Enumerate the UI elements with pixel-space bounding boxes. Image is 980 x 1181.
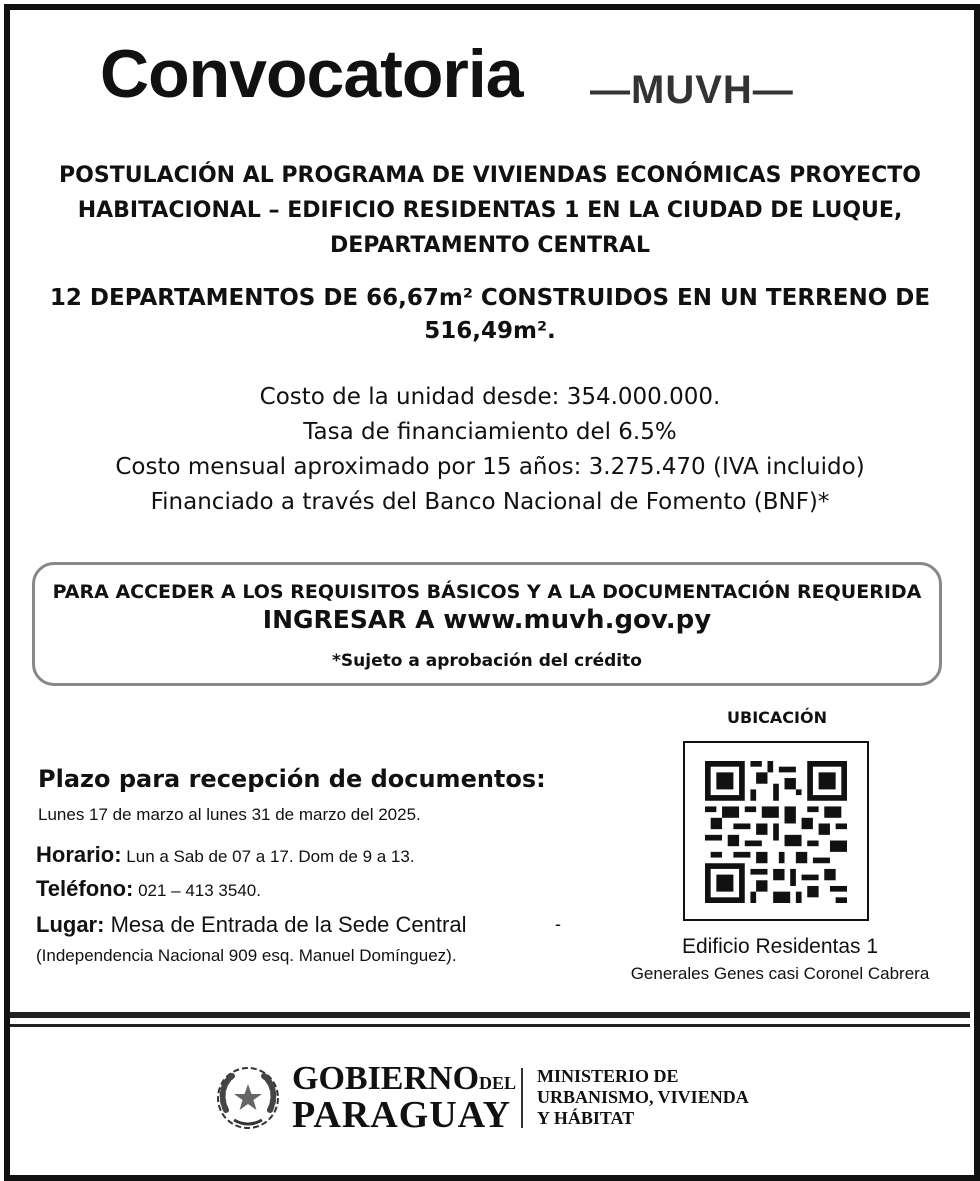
- program-heading-line: HABITACIONAL – EDIFICIO RESIDENTAS 1 EN LA CIUDAD DE LUQUE,: [77, 198, 903, 223]
- requirements-box: [32, 562, 942, 686]
- ministry-name: [537, 1066, 749, 1129]
- deadline-dates: Lunes 17 de marzo al lunes 31 de marzo del 2025.: [38, 805, 421, 824]
- deadline-label: Plazo para recepción de documentos:: [38, 765, 546, 793]
- credit-note: *Sujeto a aprobación del crédito: [332, 651, 642, 671]
- place-address: (Independencia Nacional 909 esq. Manuel Domínguez).: [36, 946, 457, 965]
- ingresar-label: INGRESAR A: [262, 605, 444, 634]
- place-dash: -: [555, 914, 561, 934]
- unit-cost: Costo de la unidad desde: 354.000.000.: [259, 384, 721, 410]
- website-link[interactable]: www.muvh.gov.py: [443, 605, 712, 635]
- ingresar-line: [35, 605, 939, 635]
- monthly-cost: Costo mensual aproximado por 15 años: 3.275.470 (IVA incluido): [115, 454, 865, 480]
- schedule: [36, 842, 415, 868]
- paraguay-wordmark: PARAGUAY: [292, 1094, 512, 1136]
- ministry-line: MINISTERIO DE: [537, 1066, 679, 1086]
- location-qr-code[interactable]: [683, 741, 869, 921]
- units-heading-line: 12 DEPARTAMENTOS DE 66,67m² CONSTRUIDOS EN UN TERRENO DE: [49, 285, 931, 311]
- logo-separator: [521, 1068, 523, 1128]
- phone-label: Teléfono:: [36, 876, 134, 901]
- gobierno-wordmark: [292, 1062, 516, 1096]
- cost-details: [0, 380, 980, 520]
- muvh-tag: —MUVH—: [590, 68, 794, 112]
- place: [36, 912, 466, 938]
- gobierno-text: GOBIERNO: [292, 1060, 480, 1097]
- footer-divider-thin: [10, 1024, 970, 1027]
- program-heading: [0, 158, 980, 263]
- program-heading-line: DEPARTAMENTO CENTRAL: [330, 233, 650, 258]
- program-heading-line: POSTULACIÓN AL PROGRAMA DE VIVIENDAS ECONÓMICAS PROYECTO: [59, 163, 921, 188]
- qr-code-icon: [705, 761, 847, 903]
- place-label: Lugar:: [36, 912, 105, 937]
- financing-rate: Tasa de financiamiento del 6.5%: [303, 419, 677, 445]
- units-heading-line: 516,49m².: [424, 318, 556, 344]
- ministry-line: URBANISMO, VIVIENDA: [537, 1087, 749, 1107]
- building-address: Generales Genes casi Coronel Cabrera: [630, 964, 930, 983]
- footer-divider: [10, 1012, 970, 1018]
- page-title: Convocatoria: [100, 36, 523, 112]
- units-heading: [0, 282, 980, 348]
- phone: [36, 876, 261, 902]
- schedule-label: Horario:: [36, 842, 122, 867]
- location-label: UBICACIÓN: [727, 708, 827, 727]
- ministry-line: Y HÁBITAT: [537, 1108, 635, 1128]
- government-emblem-icon: [212, 1062, 284, 1138]
- del-text: DEL: [479, 1073, 517, 1093]
- requirements-text: PARA ACCEDER A LOS REQUISITOS BÁSICOS Y A LA DOCUMENTACIÓN REQUERIDA: [52, 581, 922, 603]
- building-name: Edificio Residentas 1: [681, 935, 879, 958]
- schedule-value: Lun a Sab de 07 a 17. Dom de 9 a 13.: [121, 847, 415, 866]
- place-value: Mesa de Entrada de la Sede Central: [104, 912, 467, 937]
- financing-bank: Financiado a través del Banco Nacional de Fomento (BNF)*: [150, 489, 830, 515]
- phone-value: 021 – 413 3540.: [133, 881, 261, 900]
